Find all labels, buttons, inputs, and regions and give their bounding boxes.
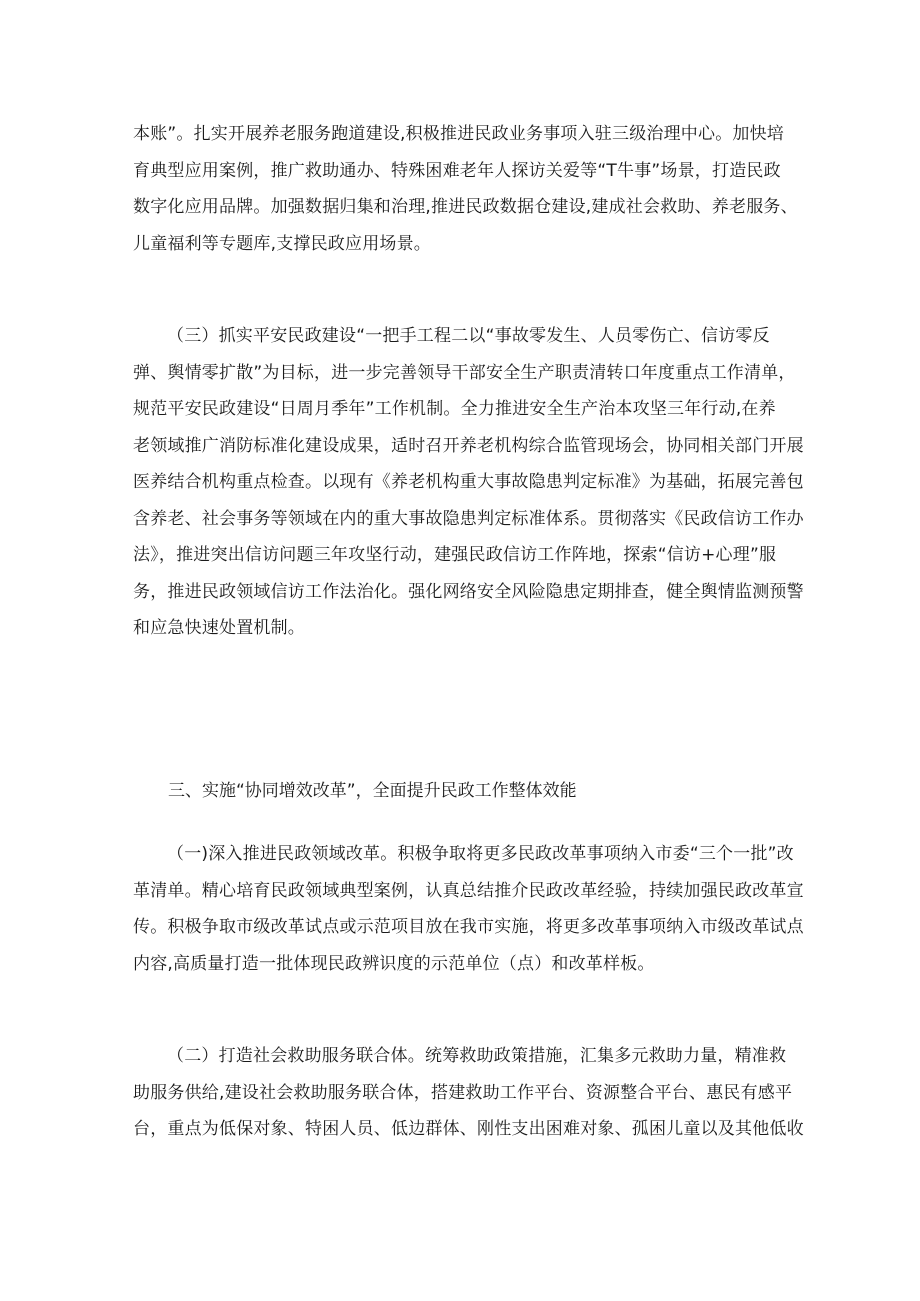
paragraph-2 [133, 318, 803, 647]
paragraph-line: 规范平安民政建设“日周月季年”工作机制。全力推进安全生产治本攻坚三年行动,在养 [133, 399, 776, 419]
paragraph-line: 台，重点为低保对象、特困人员、低边群体、刚性支出困难对象、孤困儿童以及其他低收 [133, 1119, 804, 1139]
paragraph-line: 法》，推进突出信访问题三年攻坚行动，建强民政信访工作阵地，探索“信访+心理”服 [133, 545, 777, 565]
paragraph-line: 含养老、社会事务等领域在内的重大事故隐患判定标准体系。贯彻落实《民政信访工作办 [133, 508, 804, 529]
paragraph-1 [133, 116, 803, 262]
paragraph-3 [133, 836, 803, 982]
paragraph-line: 老领域推广消防标准化建设成果，适时召开养老机构综合监管现场会，协同相关部门开展 [133, 435, 804, 456]
paragraph-line: 内容,高质量打造一批体现民政辨识度的示范单位（点）和改革样板。 [133, 953, 655, 974]
paragraph-line: 儿童福利等专题库,支撑民政应用场景。 [133, 233, 432, 254]
paragraph-line: （三）抓实平安民政建设“一把手工程二以“事故零发生、人员零伤亡、信访零反 [167, 326, 770, 346]
paragraph-line: 和应急快速处置机制。 [133, 618, 305, 638]
paragraph-4 [133, 1038, 803, 1148]
paragraph-line: 育典型应用案例，推广救助通办、特殊困难老年人探访关爱等“T牛事”场景，打造民政 [133, 160, 781, 181]
paragraph-line: 传。积极争取市级改革试点或示范项目放在我市实施，将更多改革事项纳入市级改革试点 [133, 917, 804, 937]
section-heading: 三、实施“协同增效改革”，全面提升民政工作整体效能 [168, 781, 577, 801]
paragraph-line: 医养结合机构重点检查。以现有《养老机构重大事故隐患判定标准》为基础，拓展完善包 [133, 472, 804, 492]
paragraph-line: 革清单。精心培育民政领域典型案例，认真总结推介民政改革经验，持续加强民政改革宣 [133, 880, 804, 901]
paragraph-line: 助服务供给,建设社会救助服务联合体，搭建救助工作平台、资源整合平台、惠民有感平 [133, 1082, 793, 1103]
paragraph-line: 务，推进民政领域信访工作法治化。强化网络安全风险隐患定期排查，健全舆情监测预警 [133, 581, 804, 602]
paragraph-line: （一)深入推进民政领域改革。积极争取将更多民政改革事项纳入市委“三个一批”改 [167, 844, 794, 864]
paragraph-line: 数字化应用品牌。加强数据归集和治理,推进民政数据仓建设,建成社会救助、养老服务、 [133, 197, 798, 217]
paragraph-line: 弹、舆情零扩散”为目标，进一步完善领导干部安全生产职责清转口年度重点工作清单， [133, 362, 796, 383]
paragraph-line: 本账”。扎实开展养老服务跑道建设,积极推进民政业务事项入驻三级治理中心。加快培 [133, 124, 785, 144]
paragraph-line: （二）打造社会救助服务联合体。统筹救助政策措施，汇集多元救助力量，精准救 [167, 1046, 787, 1066]
